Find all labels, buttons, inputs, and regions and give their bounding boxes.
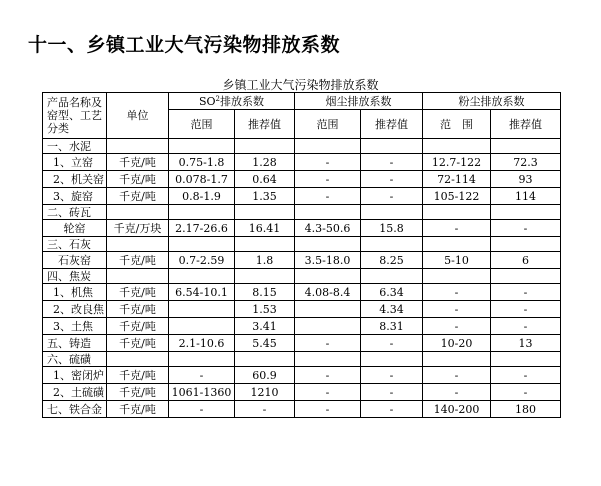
dust-recommended-cell: 72.3 [491,154,561,171]
so2-range-header: 范围 [169,110,235,139]
table-row [43,301,561,318]
soot-recommended-cell: - [361,335,423,352]
dust-range-cell: 12.7-122 [423,154,491,171]
so2-range-cell [169,318,235,335]
so2-range-cell: 0.75-1.8 [169,154,235,171]
soot-recommended-cell: 15.8 [361,220,423,237]
category-row [43,205,561,220]
so2-recommended-cell: - [235,401,295,418]
table-row [43,171,561,188]
product-name-cell: 七、铁合金 [43,401,107,418]
so2-range-cell [169,301,235,318]
dust-range-cell: - [423,220,491,237]
so2-range-cell [169,352,235,367]
soot-recommended-cell: - [361,188,423,205]
dust-recommended-header: 推荐值 [491,110,561,139]
product-name-cell: 3、旋窑 [43,188,107,205]
table-row [43,384,561,401]
so2-recommended-cell: 1210 [235,384,295,401]
so2-recommended-cell: 60.9 [235,367,295,384]
table-row [43,220,561,237]
soot-range-cell [295,318,361,335]
product-name-cell: 2、机关窑 [43,171,107,188]
so2-range-cell [169,237,235,252]
dust-recommended-cell: - [491,301,561,318]
soot-recommended-cell: - [361,384,423,401]
soot-recommended-cell [361,205,423,220]
soot-recommended-cell: 6.34 [361,284,423,301]
soot-recommended-header: 推荐值 [361,110,423,139]
category-name-cell: 四、焦炭 [43,269,107,284]
soot-recommended-cell: - [361,367,423,384]
so2-range-cell: 0.7-2.59 [169,252,235,269]
so2-recommended-cell: 3.41 [235,318,295,335]
dust-range-cell [423,139,491,154]
dust-recommended-cell: - [491,367,561,384]
so2-recommended-cell [235,352,295,367]
dust-range-cell: - [423,301,491,318]
soot-recommended-cell [361,269,423,284]
category-row [43,237,561,252]
unit-cell: 千克/吨 [107,301,169,318]
unit-cell [107,352,169,367]
unit-cell: 千克/吨 [107,284,169,301]
category-name-cell: 一、水泥 [43,139,107,154]
product-column-header: 产品名称及窑型、工艺分类 [43,93,107,139]
table-row [43,367,561,384]
soot-recommended-cell: 8.31 [361,318,423,335]
product-name-cell: 石灰窑 [43,252,107,269]
dust-recommended-cell: 13 [491,335,561,352]
soot-range-cell: 4.3-50.6 [295,220,361,237]
so2-recommended-header: 推荐值 [235,110,295,139]
so2-range-cell: 2.17-26.6 [169,220,235,237]
soot-range-cell [295,269,361,284]
unit-cell: 千克/吨 [107,384,169,401]
soot-range-cell: - [295,335,361,352]
so2-recommended-cell: 1.8 [235,252,295,269]
table-row [43,401,561,418]
unit-cell [107,205,169,220]
category-name-cell: 六、硫磺 [43,352,107,367]
dust-recommended-cell: 93 [491,171,561,188]
dust-range-cell [423,269,491,284]
soot-range-cell [295,139,361,154]
dust-recommended-cell [491,269,561,284]
dust-group-header: 粉尘排放系数 [423,93,561,110]
so2-recommended-cell: 16.41 [235,220,295,237]
soot-range-cell: 3.5-18.0 [295,252,361,269]
dust-recommended-cell: - [491,284,561,301]
dust-range-cell [423,205,491,220]
page-heading: 十一、乡镇工业大气污染物排放系数 [28,34,341,56]
so2-recommended-cell [235,139,295,154]
so2-recommended-cell: 5.45 [235,335,295,352]
so2-recommended-cell: 0.64 [235,171,295,188]
table-row [43,154,561,171]
unit-cell: 千克/吨 [107,401,169,418]
category-row [43,269,561,284]
dust-recommended-cell: - [491,220,561,237]
soot-recommended-cell: 4.34 [361,301,423,318]
soot-range-cell: - [295,171,361,188]
so2-range-cell: 2.1-10.6 [169,335,235,352]
product-name-cell: 1、立窑 [43,154,107,171]
dust-range-cell [423,237,491,252]
emission-factor-table [42,92,561,418]
dust-recommended-cell [491,205,561,220]
unit-column-header: 单位 [107,93,169,139]
so2-recommended-cell [235,269,295,284]
dust-range-cell: 72-114 [423,171,491,188]
dust-recommended-cell: 114 [491,188,561,205]
table-caption: 乡镇工业大气污染物排放系数 [222,78,379,92]
dust-recommended-cell: 6 [491,252,561,269]
product-name-cell: 2、改良焦 [43,301,107,318]
so2-range-cell: 6.54-10.1 [169,284,235,301]
unit-cell: 千克/吨 [107,188,169,205]
table-row [43,188,561,205]
soot-range-cell: - [295,188,361,205]
soot-range-header: 范围 [295,110,361,139]
dust-range-cell: - [423,284,491,301]
dust-range-cell: 140-200 [423,401,491,418]
soot-range-cell: - [295,384,361,401]
soot-range-cell: 4.08-8.4 [295,284,361,301]
product-name-cell: 1、密闭炉 [43,367,107,384]
dust-range-cell: - [423,367,491,384]
unit-cell: 千克/吨 [107,367,169,384]
soot-recommended-cell: - [361,401,423,418]
category-row [43,139,561,154]
soot-group-header: 烟尘排放系数 [295,93,423,110]
so2-range-cell [169,139,235,154]
soot-recommended-cell [361,139,423,154]
so2-recommended-cell: 1.28 [235,154,295,171]
soot-range-cell: - [295,154,361,171]
so2-range-cell: 0.8-1.9 [169,188,235,205]
category-name-cell: 二、砖瓦 [43,205,107,220]
so2-range-cell: 1061-1360 [169,384,235,401]
soot-range-cell [295,301,361,318]
soot-recommended-cell: 8.25 [361,252,423,269]
product-name-cell: 3、土焦 [43,318,107,335]
unit-cell: 千克/吨 [107,252,169,269]
table-row [43,335,561,352]
soot-range-cell [295,352,361,367]
dust-range-cell: - [423,384,491,401]
unit-cell: 千克/吨 [107,171,169,188]
category-row [43,352,561,367]
soot-range-cell [295,205,361,220]
dust-range-header: 范 围 [423,110,491,139]
soot-recommended-cell [361,352,423,367]
so2-range-cell: - [169,367,235,384]
category-name-cell: 三、石灰 [43,237,107,252]
product-name-cell: 五、铸造 [43,335,107,352]
dust-range-cell: 10-20 [423,335,491,352]
soot-range-cell [295,237,361,252]
so2-recommended-cell: 1.35 [235,188,295,205]
so2-range-cell [169,269,235,284]
table-row [43,318,561,335]
dust-recommended-cell: - [491,384,561,401]
dust-range-cell [423,352,491,367]
unit-cell [107,237,169,252]
dust-recommended-cell: 180 [491,401,561,418]
so2-group-header: $SO^2$排放系数 [169,93,295,110]
dust-range-cell: 105-122 [423,188,491,205]
unit-cell [107,269,169,284]
unit-cell: 千克/吨 [107,154,169,171]
product-name-cell: 2、土硫磺 [43,384,107,401]
soot-range-cell: - [295,367,361,384]
soot-recommended-cell: - [361,154,423,171]
soot-recommended-cell: - [361,171,423,188]
so2-recommended-cell: 1.53 [235,301,295,318]
unit-cell: 千克/吨 [107,318,169,335]
dust-recommended-cell: - [491,318,561,335]
so2-recommended-cell [235,205,295,220]
product-name-cell: 轮窑 [43,220,107,237]
dust-range-cell: 5-10 [423,252,491,269]
dust-recommended-cell [491,352,561,367]
so2-range-cell [169,205,235,220]
so2-recommended-cell: 8.15 [235,284,295,301]
unit-cell: 千克/万块 [107,220,169,237]
soot-recommended-cell [361,237,423,252]
table-row [43,284,561,301]
so2-range-cell: 0.078-1.7 [169,171,235,188]
soot-range-cell: - [295,401,361,418]
dust-recommended-cell [491,237,561,252]
product-name-cell: 1、机焦 [43,284,107,301]
unit-cell: 千克/吨 [107,335,169,352]
unit-cell [107,139,169,154]
so2-recommended-cell [235,237,295,252]
so2-range-cell: - [169,401,235,418]
dust-range-cell: - [423,318,491,335]
table-row [43,252,561,269]
dust-recommended-cell [491,139,561,154]
